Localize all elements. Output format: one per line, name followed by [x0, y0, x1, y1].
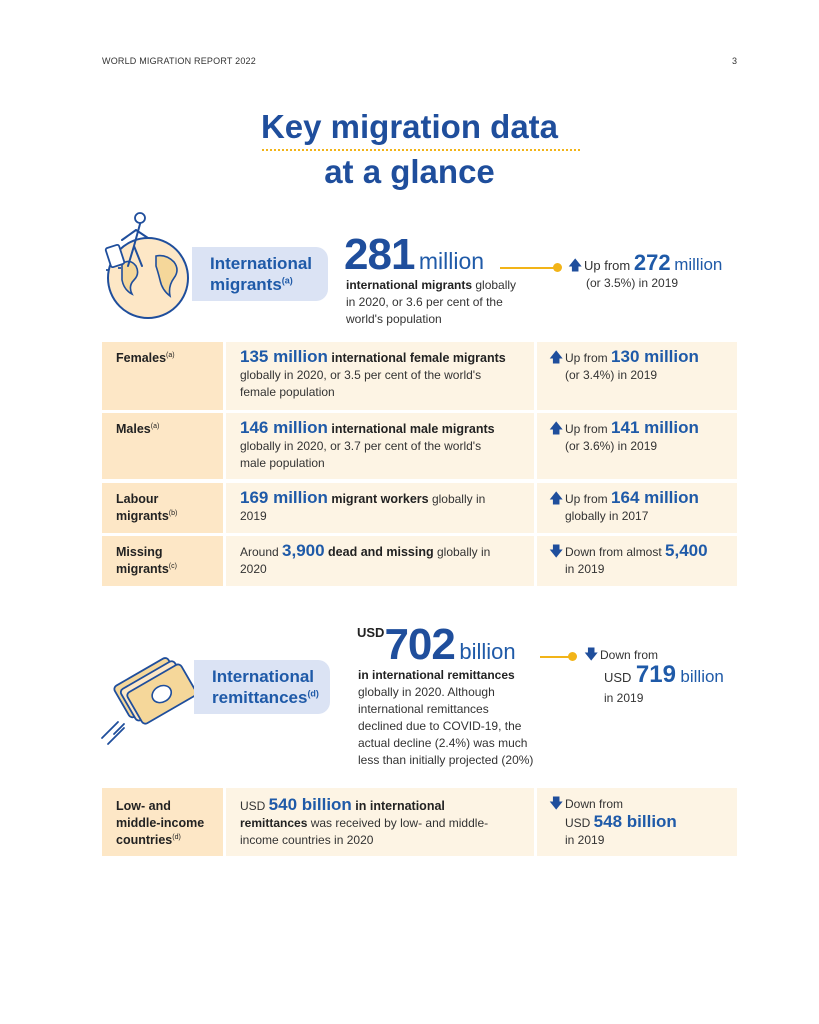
- row-footnote: (a): [166, 351, 175, 359]
- row-compare-number: 130 million: [611, 347, 699, 366]
- migrants-desc-line-3: world's population: [346, 312, 442, 326]
- row-compare-females: [537, 342, 737, 410]
- traveler-globe-icon: [100, 206, 192, 324]
- row-label-males: [102, 413, 223, 479]
- migrants-compare-line-2: (or 3.5%) in 2019: [586, 276, 679, 290]
- row-number: 135 million: [240, 347, 328, 366]
- migrants-description: [346, 277, 546, 328]
- migrants-desc-line-2: in 2020, or 3.6 per cent of the: [346, 295, 503, 309]
- remittances-desc-line: international remittances: [358, 702, 489, 716]
- row-number: 169 million: [240, 488, 328, 507]
- row-compare-line-3: in 2019: [565, 833, 605, 847]
- migrants-headline: [344, 230, 484, 280]
- row-compare-line-2: (or 3.6%) in 2019: [565, 439, 658, 453]
- compare-currency: USD: [604, 670, 632, 685]
- pill-label-line-1: International: [212, 667, 315, 686]
- row-compare-prefix: Down from almost: [565, 545, 662, 559]
- row-currency: USD: [240, 799, 269, 813]
- row-main-low-middle-income: [226, 788, 534, 856]
- row-label-text: Females: [116, 351, 167, 365]
- row-main-missing-migrants: [226, 536, 534, 586]
- row-footnote: (b): [168, 509, 178, 517]
- arrow-down-icon: 🡇: [549, 795, 564, 811]
- row-main-females: [226, 342, 534, 410]
- compare-prefix: Down from: [600, 648, 659, 662]
- remittances-currency: USD: [357, 625, 385, 640]
- row-text-after-bold: globally in: [433, 545, 491, 559]
- row-bold-text: in international: [351, 799, 445, 813]
- row-label-females: [102, 342, 223, 410]
- row-footnote: (c): [168, 562, 177, 570]
- row-label-line-1: Missing: [116, 545, 163, 559]
- migrants-unit: million: [418, 248, 485, 274]
- row-label-line-2: migrants: [116, 509, 169, 523]
- migrants-comparison: [568, 250, 722, 276]
- row-compare-line-2: globally in 2017: [565, 509, 649, 523]
- running-header: WORLD MIGRATION REPORT 2022: [102, 56, 256, 66]
- row-footnote: (d): [172, 833, 181, 841]
- arrow-down-icon: 🡇: [549, 543, 564, 559]
- row-text-line-1: globally in 2020, or 3.7 per cent of the world's: [240, 439, 482, 453]
- remittances-description: [358, 667, 558, 769]
- remittances-headline: [357, 620, 516, 670]
- row-compare-line-2: (or 3.4%) in 2019: [565, 368, 658, 382]
- row-label-line-3: countries: [116, 833, 173, 847]
- row-compare-prefix: Up from: [565, 492, 608, 506]
- row-compare-males: [537, 413, 737, 479]
- row-compare-number: 164 million: [611, 488, 699, 507]
- compare-prefix: Up from: [584, 258, 631, 273]
- row-label-text: Males: [116, 422, 151, 436]
- arrow-up-icon: 🡅: [549, 490, 564, 506]
- row-text-line-1: 2019: [240, 509, 267, 523]
- row-label-line-2: migrants: [116, 562, 169, 576]
- row-compare-labour-migrants: [537, 483, 737, 533]
- row-text-line-1: globally in 2020, or 3.5 per cent of the world's: [240, 368, 482, 382]
- row-number: 3,900: [282, 541, 325, 560]
- row-compare-prefix: Up from: [565, 351, 608, 365]
- row-compare-number: 548 billion: [593, 812, 677, 831]
- page-title-line-1: Key migration data: [260, 108, 559, 145]
- row-compare-low-middle-income: [537, 788, 737, 856]
- pill-label-line-2: migrants: [210, 275, 282, 294]
- connector-dot: [553, 263, 562, 272]
- arrow-up-icon: 🡅: [549, 349, 564, 365]
- row-label-labour-migrants: [102, 483, 223, 533]
- arrow-down-icon: 🡇: [584, 646, 599, 662]
- remittances-compare-line-3: in 2019: [604, 691, 644, 705]
- remittances-desc-line: globally in 2020. Although: [358, 685, 495, 699]
- row-compare-prefix: Up from: [565, 422, 608, 436]
- migrants-desc-bold: international migrants: [346, 278, 473, 292]
- row-label-line-1: Labour: [116, 492, 159, 506]
- row-bold-text: international male migrants: [327, 422, 495, 436]
- row-main-labour-migrants: [226, 483, 534, 533]
- row-bold-text-2: remittances: [240, 816, 308, 830]
- row-number: 540 billion: [268, 795, 352, 814]
- row-label-line-1: Low- and: [116, 799, 171, 813]
- row-text-rest: was received by low- and middle-: [307, 816, 489, 830]
- row-label-missing-migrants: [102, 536, 223, 586]
- migrants-number: 281: [344, 230, 415, 279]
- page-title-line-2: at a glance: [324, 153, 495, 190]
- row-bold-text: international female migrants: [327, 351, 506, 365]
- pill-footnote: (d): [307, 688, 319, 699]
- row-text-line-2: female population: [240, 385, 335, 399]
- connector-line: [500, 267, 556, 269]
- row-number: 146 million: [240, 418, 328, 437]
- remittances-desc-line: actual decline (2.4%) was much: [358, 736, 528, 750]
- row-bold-text: migrant workers: [327, 492, 429, 506]
- pill-footnote: (a): [281, 275, 293, 286]
- compare-number: 719: [635, 661, 676, 688]
- arrow-up-icon: 🡅: [549, 420, 564, 436]
- row-bold-text: dead and missing: [324, 545, 434, 559]
- connector-dot: [568, 652, 577, 661]
- pill-label-line-2: remittances: [212, 688, 308, 707]
- remittances-unit: billion: [459, 639, 516, 664]
- row-footnote: (a): [150, 422, 160, 430]
- flying-banknotes-icon: [98, 646, 198, 746]
- row-text-line-3: income countries in 2020: [240, 833, 374, 847]
- row-compare-number: 141 million: [611, 418, 699, 437]
- row-compare-line-2: in 2019: [565, 562, 605, 576]
- row-compare-prefix: Down from: [565, 797, 624, 811]
- page-number: 3: [732, 56, 738, 66]
- row-label-low-middle-income: [102, 788, 223, 856]
- row-text-line-1: 2020: [240, 562, 267, 576]
- remittances-desc-line: declined due to COVID-19, the: [358, 719, 522, 733]
- compare-unit: billion: [680, 667, 724, 686]
- international-migrants-pill: [192, 247, 328, 301]
- row-compare-number: 5,400: [665, 541, 708, 560]
- arrow-up-icon: 🡅: [568, 257, 583, 273]
- remittances-desc-line: less than initially projected (20%): [358, 753, 534, 767]
- remittances-number: 702: [384, 620, 455, 669]
- row-text-after-bold: globally in: [428, 492, 486, 506]
- pill-label-line-1: International: [210, 254, 313, 273]
- compare-unit: million: [674, 255, 723, 274]
- row-prefix: Around: [240, 545, 283, 559]
- compare-number: 272: [633, 250, 671, 275]
- row-label-line-2: middle-income: [116, 816, 205, 830]
- row-compare-currency: USD: [565, 816, 594, 830]
- row-main-males: [226, 413, 534, 479]
- row-text-line-2: male population: [240, 456, 325, 470]
- remittances-compare-value: [604, 661, 724, 689]
- row-compare-missing-migrants: [537, 536, 737, 586]
- remittances-desc-bold: in international remittances: [358, 668, 515, 682]
- international-remittances-pill: [194, 660, 330, 714]
- migrants-desc-rest: globally: [472, 278, 517, 292]
